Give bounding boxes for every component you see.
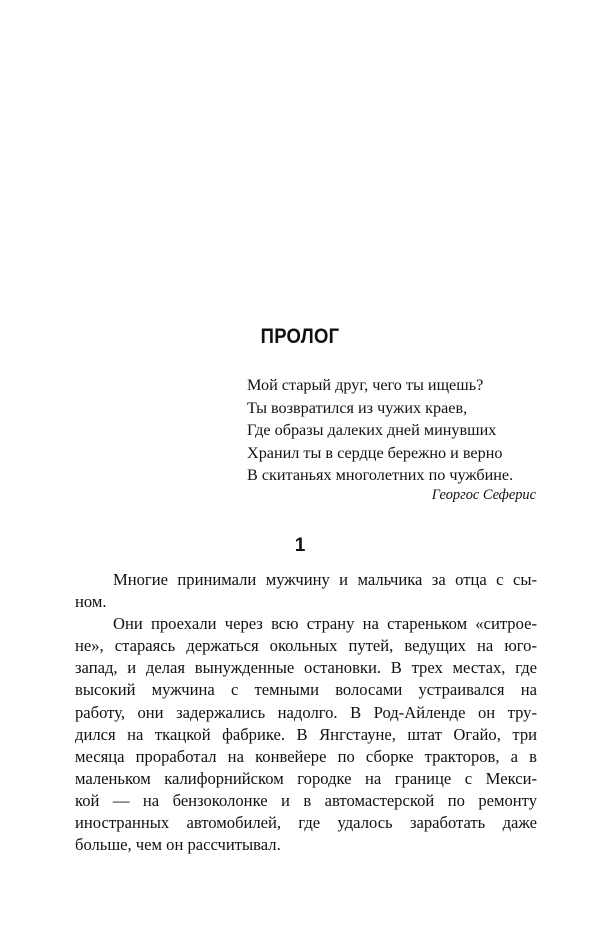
- text-line: ном.: [75, 592, 107, 612]
- text-line: больше, чем он рассчитывал.: [75, 835, 281, 855]
- text-line: работу, они задержались надолго. В Род-Айленде он тру-: [75, 702, 537, 722]
- epigraph-author: Георгос Сеферис: [431, 487, 536, 503]
- text-line: не», стараясь держаться окольных путей, ведущих на юго-: [75, 636, 537, 656]
- body-text: [75, 569, 537, 856]
- epigraph-line: Где образы далеких дней минувших: [247, 421, 497, 440]
- text-line: иностранных автомобилей, где удалось заработать даже: [75, 813, 537, 833]
- epigraph-line: Ты возвратился из чужих краев,: [247, 398, 468, 417]
- chapter-title: ПРОЛОГ: [260, 325, 340, 348]
- text-line: запад, и делая вынужденные остановки. В трех местах, где: [75, 658, 537, 678]
- epigraph-line: Мой старый друг, чего ты ищешь?: [247, 376, 484, 394]
- text-line: Многие принимали мужчину и мальчика за отца с сы-: [113, 570, 537, 589]
- text-line: маленьком калифорнийском городке на границе с Мекси-: [75, 768, 537, 788]
- text-line: высокий мужчина с темными волосами устраивался на: [75, 680, 537, 700]
- text-line: месяца проработал на конвейере по сборке тракторов, а в: [75, 746, 537, 766]
- epigraph-line: Хранил ты в сердце бережно и верно: [247, 443, 503, 462]
- text-line: кой — на бензоколонке и в автомастерской по ремонту: [75, 790, 537, 810]
- epigraph-line: В скитаньях многолетних по чужбине.: [247, 466, 514, 485]
- text-line: Они проехали через всю страну на стареньком «ситрое-: [113, 614, 537, 634]
- text-line: дился на ткацкой фабрике. В Янгстауне, штат Огайо, три: [75, 724, 537, 744]
- section-number: 1: [294, 535, 306, 556]
- epigraph: [247, 374, 537, 487]
